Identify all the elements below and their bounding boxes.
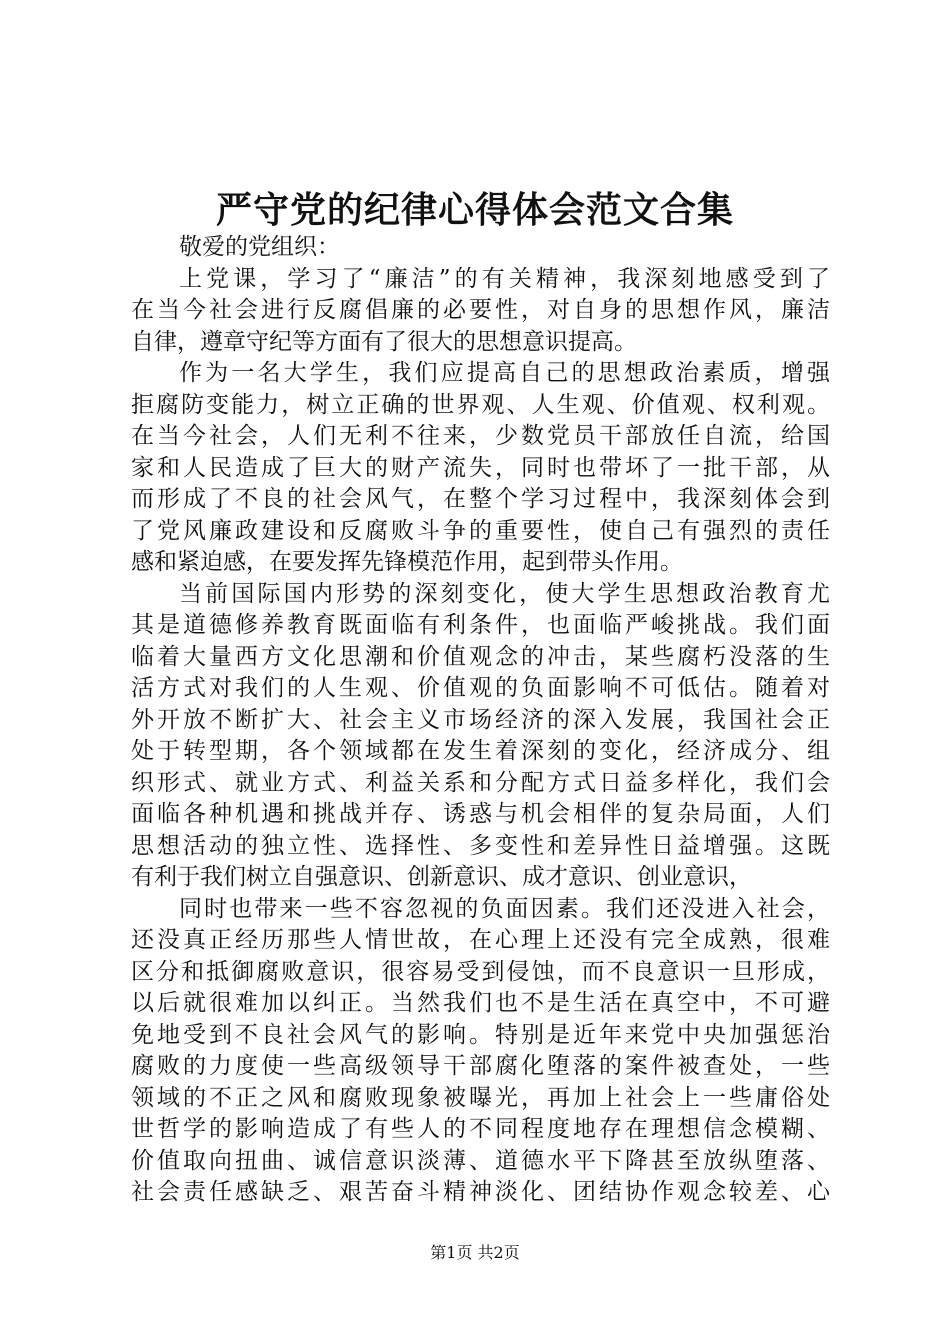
text-line: 区分和抵御腐败意识，很容易受到侵蚀，而不良意识一旦形成， <box>131 958 830 985</box>
text-line: 在当今社会，人们无利不往来，少数党员干部放任自流，给国 <box>131 423 830 449</box>
text-line: 处于转型期，各个领域都在发生着深刻的变化，经济成分、组 <box>131 738 830 764</box>
text-line: 而形成了不良的社会风气，在整个学习过程中，我深刻体会到 <box>131 486 830 512</box>
text-line: 免地受到不良社会风气的影响。特别是近年来党中央加强惩治 <box>131 1021 830 1048</box>
page-footer: 第1页 共2页 <box>430 1243 520 1262</box>
text-line: 以后就很难加以纠正。当然我们也不是生活在真空中，不可避 <box>131 990 830 1016</box>
text-line: 感和紧迫感，在要发挥先锋模范作用，起到带头作用。 <box>131 549 683 575</box>
text-line: 临着大量西方文化思潮和价值观念的冲击，某些腐朽没落的生 <box>131 643 830 670</box>
text-line: 世哲学的影响造成了有些人的不同程度地存在理想信念模糊、 <box>131 1116 830 1142</box>
text-line: 有利于我们树立自强意识、创新意识、成才意识、创业意识， <box>131 864 752 890</box>
text-line: 还没真正经历那些人情世故，在心理上还没有完全成熟，很难 <box>131 927 830 953</box>
text-line: 社会责任感缺乏、艰苦奋斗精神淡化、团结协作观念较差、心 <box>131 1179 830 1205</box>
text-line: 家和人民造成了巨大的财产流失，同时也带坏了一批干部，从 <box>131 454 830 481</box>
salutation-line: 敬爱的党组织： <box>179 234 340 260</box>
text-line: 织形式、就业方式、利益关系和分配方式日益多样化，我们会 <box>131 769 830 796</box>
document-body <box>131 232 830 1209</box>
text-line: 思想活动的独立性、选择性、多变性和差异性日益增强。这既 <box>131 832 830 859</box>
text-line: 当前国际国内形势的深刻变化，使大学生思想政治教育尤 <box>179 580 830 607</box>
text-line: 自律，遵章守纪等方面有了很大的思想意识提高。 <box>131 328 637 355</box>
text-line: 了党风廉政建设和反腐败斗争的重要性，使自己有强烈的责任 <box>131 517 830 544</box>
text-line: 领域的不正之风和腐败现象被曝光，再加上社会上一些庸俗处 <box>131 1084 830 1111</box>
text-line: 外开放不断扩大、社会主义市场经济的深入发展，我国社会正 <box>131 706 830 733</box>
text-line: 价值取向扭曲、诚信意识淡薄、道德水平下降甚至放纵堕落、 <box>131 1147 830 1174</box>
text-line: 其是道德修养教育既面临有利条件，也面临严峻挑战。我们面 <box>131 612 830 638</box>
text-line: 腐败的力度使一些高级领导干部腐化堕落的案件被查处，一些 <box>131 1053 830 1079</box>
text-line: 面临各种机遇和挑战并存、诱惑与机会相伴的复杂局面，人们 <box>131 801 830 827</box>
text-line: 在当今社会进行反腐倡廉的必要性，对自身的思想作风，廉洁 <box>131 297 830 323</box>
document-title: 严守党的纪律心得体会范文合集 <box>215 189 734 231</box>
text-line: 活方式对我们的人生观、价值观的负面影响不可低估。随着对 <box>131 675 830 701</box>
text-line: 上党课，学习了“廉洁”的有关精神，我深刻地感受到了 <box>179 265 830 292</box>
text-line: 拒腐防变能力，树立正确的世界观、人生观、价值观、权利观。 <box>131 391 830 418</box>
text-line: 同时也带来一些不容忽视的负面因素。我们还没进入社会， <box>179 895 830 922</box>
text-line: 作为一名大学生，我们应提高自己的思想政治素质，增强 <box>179 360 830 386</box>
